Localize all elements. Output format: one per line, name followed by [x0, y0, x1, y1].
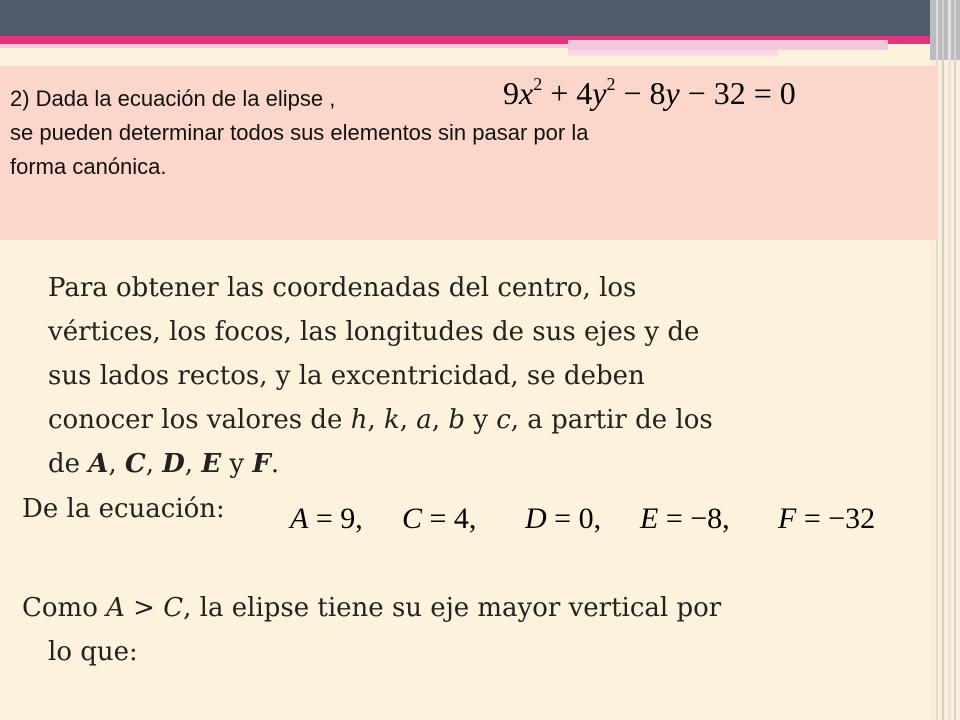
text: y	[465, 405, 497, 435]
conclusion-line	[22, 586, 942, 630]
text: Como	[22, 593, 107, 623]
text: ,	[184, 449, 202, 479]
var-E: E	[201, 449, 222, 479]
var-b: b	[448, 405, 465, 435]
eq-exponent: 2	[606, 74, 616, 94]
text: y	[221, 449, 253, 479]
eq-term: 9	[503, 75, 519, 111]
text: conocer los valores de	[48, 405, 351, 435]
var-a: a	[416, 405, 432, 435]
eq-exponent: 2	[533, 74, 543, 94]
eq-term: y	[665, 75, 680, 111]
coef-value: = −32	[796, 502, 876, 535]
paragraph-line: vértices, los focos, las longitudes de sus ejes y de	[48, 317, 700, 347]
coef-var: E	[640, 502, 659, 535]
border-line	[942, 0, 944, 720]
var-F: F	[252, 449, 271, 479]
coef-var: C	[402, 502, 423, 535]
coefficient-A	[290, 502, 363, 536]
problem-line: forma canónica.	[10, 154, 167, 179]
coefficient-F	[778, 502, 875, 536]
coefficient-E	[640, 502, 730, 536]
text: ,	[145, 449, 163, 479]
var-A: A	[88, 449, 109, 479]
coef-var: D	[525, 502, 547, 535]
coefficient-D	[525, 502, 601, 536]
paragraph-line: sus lados rectos, y la excentricidad, se deben	[48, 361, 645, 391]
eq-operator: −	[679, 75, 714, 111]
conclusion-paragraph	[22, 586, 942, 674]
eq-term: 8	[649, 75, 666, 111]
var-k: k	[384, 405, 400, 435]
eq-operator: +	[542, 75, 577, 111]
border-line	[954, 0, 956, 720]
eq-term: 4	[576, 75, 593, 111]
var-A: A	[106, 593, 125, 623]
text: ,	[431, 405, 449, 435]
coef-value: = 0,	[546, 502, 602, 535]
coef-value: = −8,	[658, 502, 730, 535]
var-C: C	[163, 593, 184, 623]
coefficients-label: De la ecuación:	[22, 494, 225, 524]
eq-term: y	[592, 75, 607, 111]
eq-rhs: = 0	[745, 75, 796, 111]
text: >	[124, 593, 164, 623]
border-line	[948, 0, 951, 720]
coef-value: = 9,	[308, 502, 363, 535]
explanation-paragraph	[48, 266, 918, 486]
header-stripe	[568, 40, 888, 50]
header-bar	[0, 0, 930, 36]
text: ,	[399, 405, 417, 435]
coefficient-C	[402, 502, 476, 536]
text: , la elipse tiene su eje mayor vertical por	[183, 593, 722, 623]
problem-line: 2) Dada la ecuación de la elipse ,	[10, 86, 336, 111]
text: de	[48, 449, 89, 479]
eq-term: x	[519, 75, 534, 111]
header-stripe	[568, 50, 778, 56]
coef-var: A	[290, 502, 309, 535]
text: , a partir de los	[510, 405, 713, 435]
paragraph-line	[48, 442, 918, 486]
paragraph-line: Para obtener las coordenadas del centro, los	[48, 273, 637, 303]
text: .	[270, 449, 280, 479]
text: ,	[108, 449, 126, 479]
var-c: c	[496, 405, 511, 435]
var-C: C	[125, 449, 146, 479]
ellipse-equation	[503, 74, 796, 112]
text: ,	[367, 405, 384, 435]
header-stripe	[0, 44, 568, 48]
problem-line: se pueden determinar todos sus elementos sin pasar por la	[10, 120, 589, 145]
var-D: D	[162, 449, 185, 479]
var-h: h	[350, 405, 368, 435]
eq-term: 32	[713, 75, 746, 111]
coef-value: = 4,	[422, 502, 477, 535]
eq-operator: −	[615, 75, 650, 111]
paragraph-line	[48, 398, 918, 442]
coef-var: F	[778, 502, 797, 535]
conclusion-line: lo que:	[48, 637, 138, 667]
